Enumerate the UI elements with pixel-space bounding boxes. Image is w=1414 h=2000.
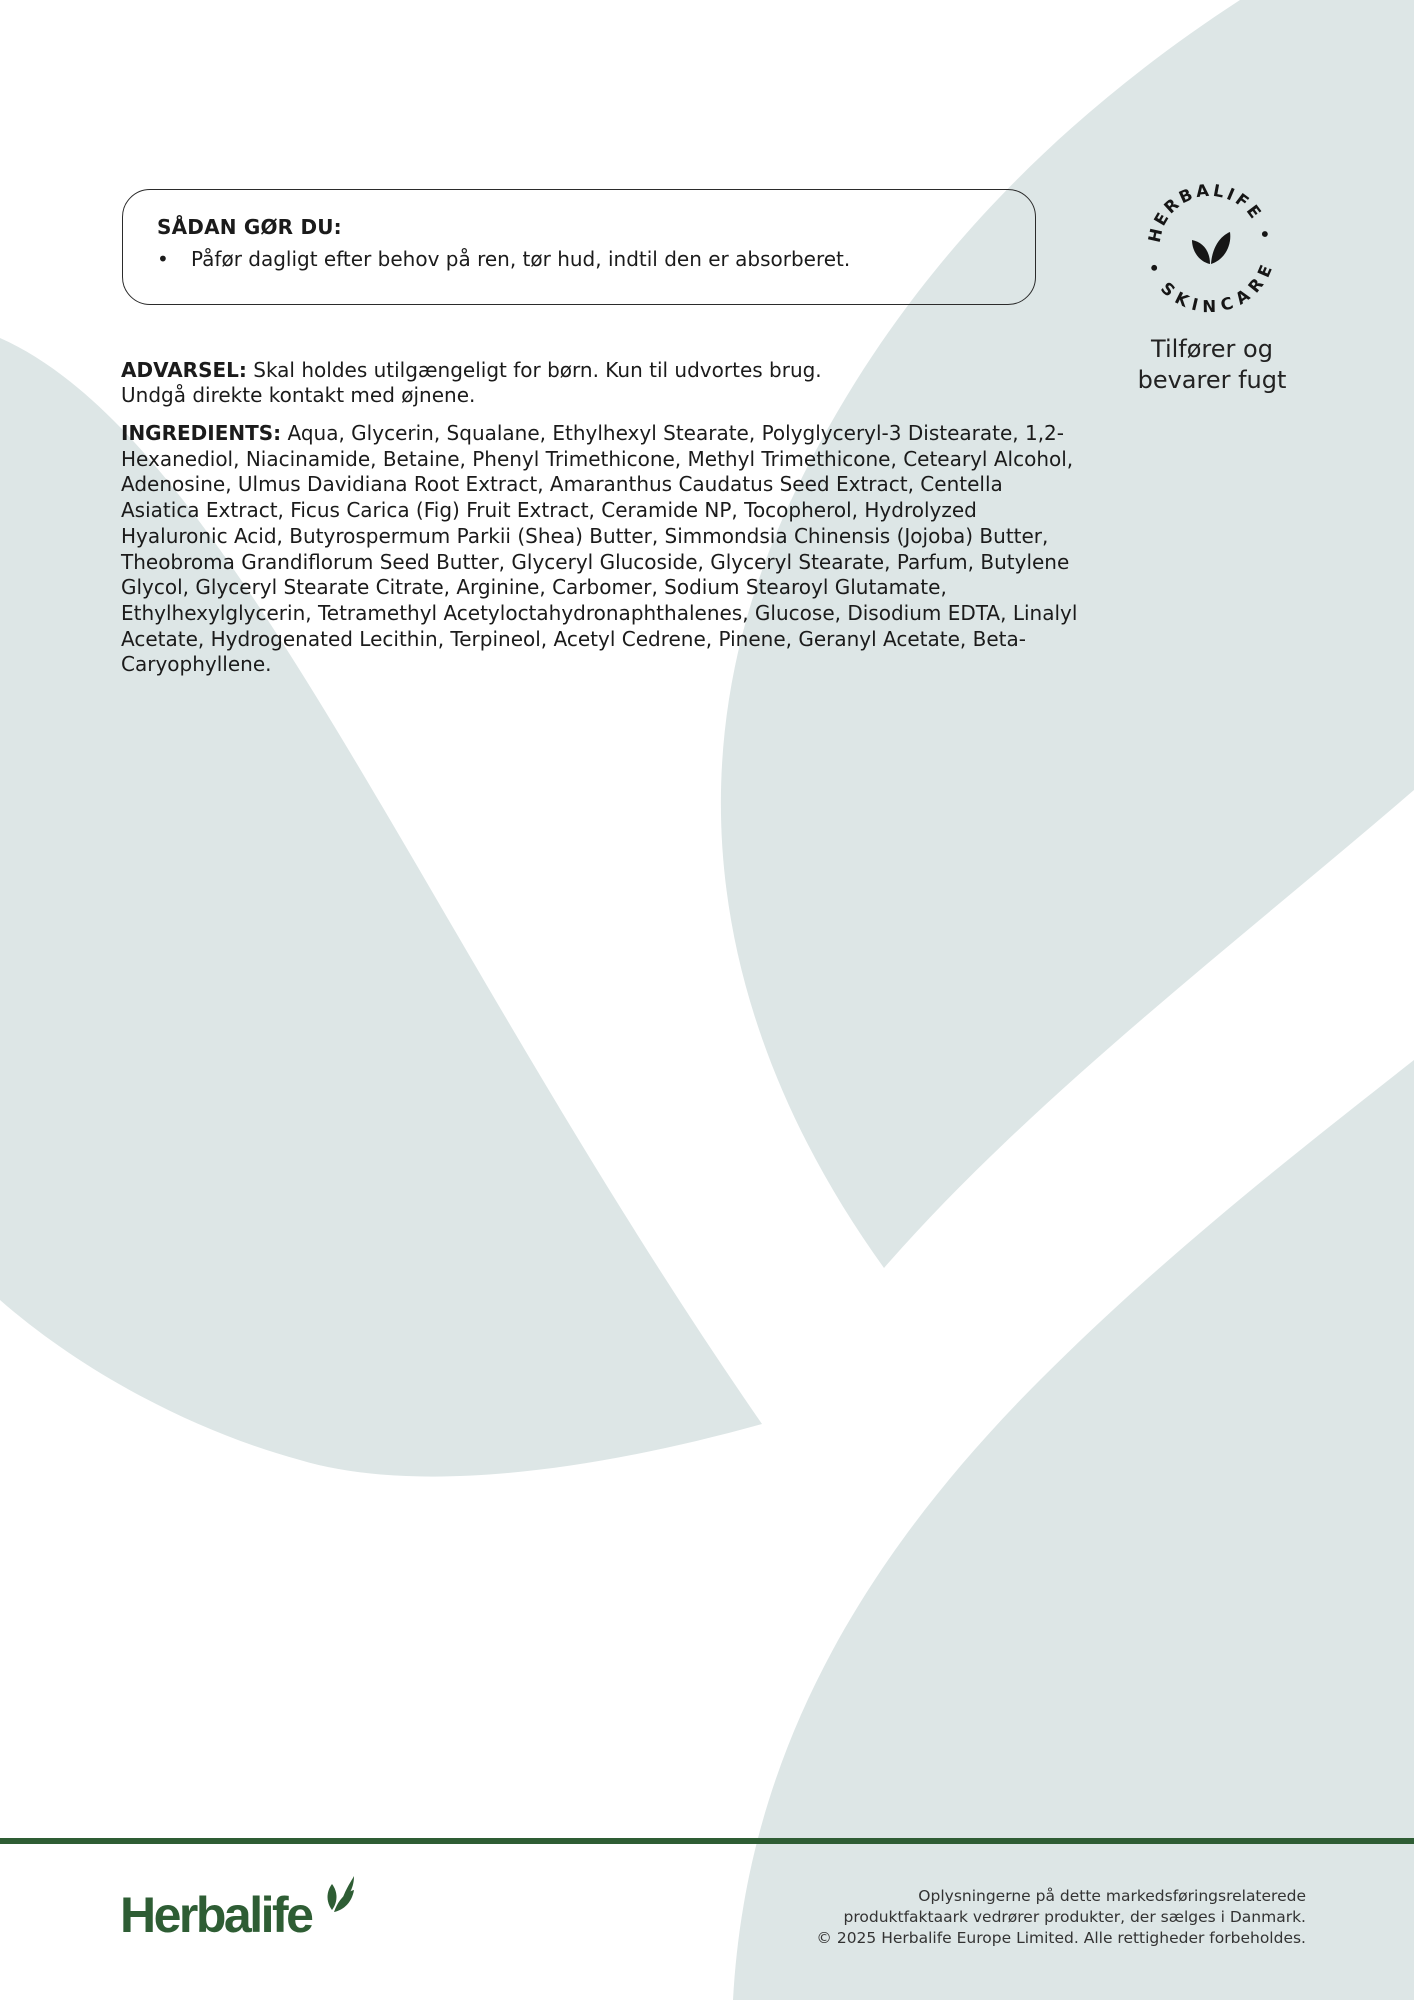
bullet-icon: • — [157, 247, 169, 271]
tagline-line-2: bevarer fugt — [1137, 366, 1287, 394]
instructions-item — [157, 247, 1003, 271]
leaf-shape-right-bottom — [733, 1060, 1414, 2000]
product-tagline — [1112, 334, 1312, 396]
herbalife-logo — [120, 1870, 354, 1942]
ingredients-label: INGREDIENTS: — [121, 421, 282, 445]
instructions-item-text: Påfør dagligt efter behov på ren, tør hud, indtil den er absorberet. — [191, 247, 851, 271]
warning-block — [121, 358, 1081, 408]
legal-notice — [746, 1886, 1306, 1949]
ingredients-block — [121, 421, 1081, 678]
legal-line-3: © 2025 Herbalife Europe Limited. Alle rettigheder forbeholdes. — [816, 1929, 1306, 1947]
footer-divider — [0, 1838, 1414, 1844]
ingredients-text: Aqua, Glycerin, Squalane, Ethylhexyl Stearate, Polyglyceryl-3 Distearate, 1,2-Hexanediol, Niacinamide, Betaine, Phenyl Trimethicone, Methyl Trimethicone, Cetearyl Alcohol, Adenosine, Ulmus Davidiana Root Extract, Amaranthus Caudatus Seed Extract, Centella Asiatica Extract, Ficus Carica (Fig) Fruit Extract, Ceramide NP, Tocopherol, Hydrolyzed Hyaluronic Acid, Butyrospermum Parkii (Shea) Butter, Simmondsia Chinensis (Jojoba) Butter, Theobroma Grandiflorum Seed Butter, Glyceryl Glucoside, Glyceryl Stearate, Parfum, Butylene Glycol, Glyceryl Stearate Citrate, Arginine, Carbomer, Sodium Stearoyl Glutamate, Ethylhexylglycerin, Tetramethyl Acetyloctahydronaphthalenes, Glucose, Disodium EDTA, Linalyl Acetate, Hydrogenated Lecithin, Terpineol, Acetyl Cedrene, Pinene, Geranyl Acetate, Beta-Caryophyllene. — [121, 421, 1078, 677]
warning-label: ADVARSEL: — [121, 358, 247, 382]
instructions-box — [122, 189, 1036, 305]
instructions-heading: SÅDAN GØR DU: — [157, 215, 342, 239]
warning-line-1 — [121, 358, 1081, 383]
leaf-sprout-icon — [1192, 232, 1230, 264]
warning-text-1: Skal holdes utilgængeligt for børn. Kun til udvortes brug. — [246, 358, 822, 382]
legal-line-2: produktfaktaark vedrører produkter, der sælges i Danmark. — [843, 1908, 1306, 1926]
logo-leaf-icon — [328, 1876, 355, 1912]
logo-wordmark: Herbalife — [120, 1887, 312, 1942]
svg-text:• SKINCARE — [1143, 260, 1277, 314]
instructions-list — [157, 247, 1003, 271]
herbalife-skincare-badge-icon — [1142, 178, 1278, 314]
badge-bottom-text: • SKINCARE — [1142, 259, 1278, 314]
svg-text:HERBALIFE • — [1145, 181, 1275, 245]
legal-line-1: Oplysningerne på dette markedsføringsrelaterede — [918, 1887, 1306, 1905]
tagline-line-1: Tilfører og — [1151, 335, 1273, 363]
badge-top-text: HERBALIFE • — [1144, 180, 1276, 245]
warning-text-2: Undgå direkte kontakt med øjnene. — [121, 383, 476, 407]
